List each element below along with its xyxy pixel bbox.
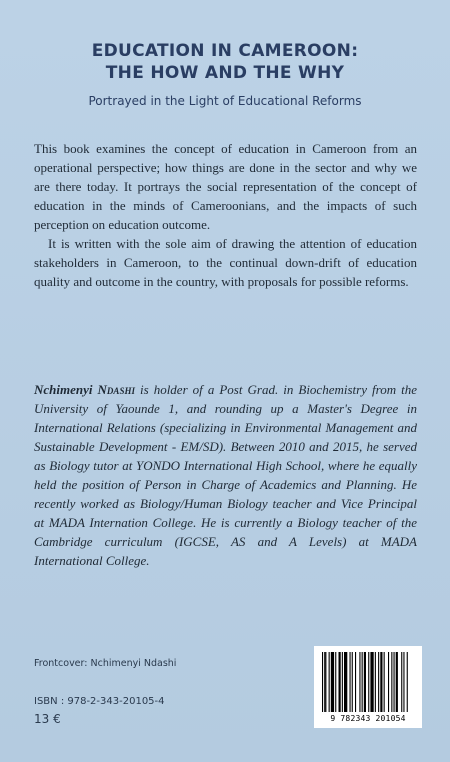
barcode-bar — [370, 652, 373, 712]
barcode-bar — [339, 652, 341, 712]
frontcover-credit: Frontcover: Nchimenyi Ndashi — [34, 658, 177, 669]
isbn: ISBN : 978-2-343-20105-4 — [34, 696, 165, 707]
book-blurb — [34, 139, 417, 291]
barcode-bar — [364, 652, 366, 712]
barcode-bar — [396, 652, 398, 712]
barcode-bar — [355, 652, 356, 712]
barcode-bar — [380, 652, 382, 712]
barcode-bar — [401, 652, 402, 712]
barcode-bar — [394, 652, 395, 712]
barcode-bar — [375, 652, 376, 712]
barcode — [314, 646, 422, 728]
barcode-bar — [335, 652, 336, 712]
author-first-name: Nchimenyi — [34, 382, 93, 397]
barcode-bars — [320, 652, 416, 714]
barcode-bar — [362, 652, 363, 712]
barcode-bar — [342, 652, 343, 712]
barcode-bar — [388, 652, 389, 712]
barcode-bar — [350, 652, 351, 712]
barcode-bar — [359, 652, 360, 712]
barcode-bar — [407, 652, 408, 712]
title-line-1: EDUCATION IN CAMEROON: — [91, 41, 359, 61]
barcode-bar — [391, 652, 392, 712]
author-last-name: Ndashi — [97, 382, 135, 397]
barcode-bar — [322, 652, 323, 712]
barcode-bar — [378, 652, 379, 712]
author-bio — [34, 380, 417, 570]
blurb-paragraph-1: This book examines the concept of education in Cameroon from an operational perspective; how things are done in the sector and why we are there today. It portrays the social representation of the concept of education in the minds of Cameroonians, and the impacts of such perception on education outcome. — [34, 141, 417, 232]
barcode-bar — [403, 652, 404, 712]
barcode-bar — [352, 652, 353, 712]
barcode-bar — [331, 652, 334, 712]
barcode-bar — [384, 652, 385, 712]
barcode-bar — [325, 652, 326, 712]
barcode-bar — [324, 652, 325, 712]
price: 13 € — [34, 712, 61, 726]
barcode-bar — [329, 652, 330, 712]
blurb-paragraph-2: It is written with the sole aim of drawing the attention of education stakeholders in Cameroon, to the continual down-drift of education quality and outcome in the country, with proposals for possible reforms. — [34, 236, 417, 289]
barcode-bar — [368, 652, 369, 712]
book-subtitle: Portrayed in the Light of Educational Reforms — [88, 94, 362, 108]
author-bio-text: is holder of a Post Grad. in Biochemistry from the University of Yaounde 1, and rounding up a Master's Degree in International Relations (specializing in Environmental Management and Sustainable Development - EM/SD). Between 2010 and 2015, he served as Biology tutor at YONDO International High School, where he equally held the position of Person in Charge of Academics and Planning. He recently worked as Biology/Human Biology teacher and Vice Principal at MADA Internation College. He is currently a Biology teacher of the Cambridge curriculum (IGCSE, AS and A Levels) at MADA International College. — [34, 382, 418, 568]
book-title — [0, 40, 450, 84]
barcode-bar — [344, 652, 347, 712]
title-line-2: THE HOW AND THE WHY — [105, 63, 345, 83]
barcode-digits: 9 782343 201054 — [330, 714, 406, 723]
